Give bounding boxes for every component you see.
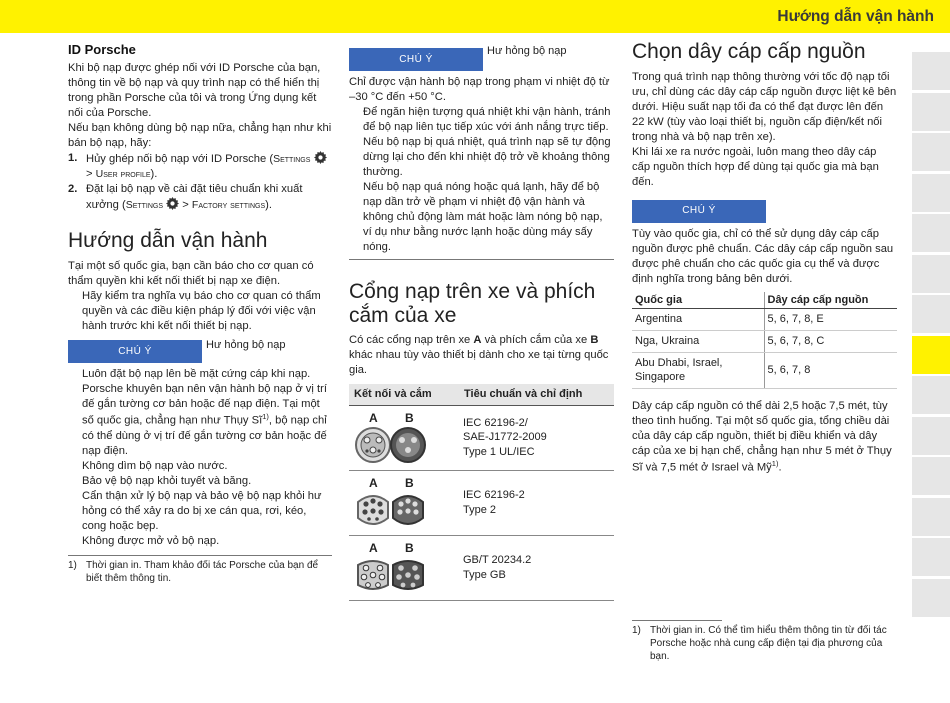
- footnote-text: Thời gian in. Có thể tìm hiểu thêm thông tin từ đối tác Porsche hoặc nhà cung cấp điện tại địa phương của bạn.: [650, 625, 887, 663]
- table-row: [632, 330, 897, 352]
- port-label: A: [369, 540, 378, 555]
- type2-connector-icon: [353, 488, 428, 532]
- note-item: Không dìm bộ nạp vào nước.: [82, 459, 228, 472]
- connector-image-type1: [349, 405, 459, 470]
- chapter-tab[interactable]: [912, 255, 950, 293]
- note-badge: CHÚ Ý: [68, 340, 202, 363]
- country-cell: Nga, Ukraina: [632, 330, 764, 352]
- note-item: Luôn đặt bộ nạp lên bề mặt cứng cáp khi nạp.: [82, 367, 311, 380]
- footnote-number: 1): [68, 559, 77, 571]
- divider: [349, 259, 614, 260]
- table-row: [349, 470, 614, 535]
- step-item: [68, 151, 332, 182]
- paragraph: Khi lái xe ra nước ngoài, luôn mang theo dây cáp cấp nguồn thích hợp để dùng tại quốc gia mà bạn đến.: [632, 145, 879, 188]
- menu-settings: Settings: [125, 199, 164, 212]
- step-text-pre: Hủy ghép nối bộ nạp với ID Porsche (: [86, 153, 274, 166]
- column-middle: [349, 40, 614, 601]
- header-title: Hướng dẫn vận hành: [777, 8, 934, 25]
- section-heading-operation: Hướng dẫn vận hành: [68, 229, 268, 253]
- note-title: Hư hỏng bộ nạp: [487, 45, 567, 57]
- footnote: [632, 624, 897, 664]
- chapter-tab[interactable]: [912, 498, 950, 536]
- chapter-tab[interactable]: [912, 214, 950, 252]
- chapter-tab[interactable]: [912, 538, 950, 576]
- note-badge: CHÚ Ý: [632, 200, 766, 223]
- connector-standard: GB/T 20234.2 Type GB: [459, 535, 614, 600]
- table-row: [632, 309, 897, 331]
- note-block: [349, 45, 614, 71]
- chapter-tab[interactable]: [912, 93, 950, 131]
- footnote: [68, 559, 332, 585]
- paragraph: Nếu bạn không dùng bộ nạp nữa, chẳng hạn như khi bán bộ nạp, hãy:: [68, 122, 332, 150]
- footnote-text: Thời gian in. Tham khảo đối tác Porsche của bạn để biết thêm thông tin.: [86, 559, 319, 584]
- id-porsche-heading: ID Porsche: [68, 42, 136, 57]
- note-block: [68, 340, 332, 363]
- chapter-tab[interactable]: [912, 52, 950, 90]
- step-number: 2.: [68, 183, 78, 196]
- country-cell: Abu Dhabi, Israel, Singapore: [632, 352, 764, 388]
- cable-cell: 5, 6, 7, 8, E: [764, 309, 897, 331]
- connector-image-type2: [349, 470, 459, 535]
- paragraph: [632, 399, 897, 476]
- paragraph: Chỉ được vận hành bộ nạp trong phạm vi nhiệt độ từ –30 °C đến +50 °C.: [349, 76, 610, 103]
- section-heading-ports: Cổng nạp trên xe và phích cắm của xe: [349, 280, 596, 327]
- step-text: Hủy ghép nối bộ nạp với ID Porsche (Settings > User profile).: [86, 151, 332, 182]
- step-number: 1.: [68, 152, 78, 165]
- menu-user-profile: User profile: [95, 168, 151, 181]
- step-item: [68, 182, 332, 213]
- connector-image-gb: [349, 535, 459, 600]
- table-row: [632, 352, 897, 388]
- plug-label: B: [405, 540, 414, 555]
- note-title: Hư hỏng bộ nạp: [206, 338, 286, 351]
- header-bar: [0, 0, 950, 33]
- note-item: Để ngăn hiện tượng quá nhiệt khi vận hành, tránh để bộ nạp liên tục tiếp xúc với ánh nắng trực tiếp. Nếu bộ nạp bị quá nhiệt, quá trình nạp sẽ tự động dừng lại cho đến khi nhiệt độ trở về khoảng thông thường.: [363, 106, 611, 178]
- table-row: [349, 405, 614, 470]
- note-item: Nếu bộ nạp quá nóng hoặc quá lạnh, hãy để bộ nạp dần trở về phạm vi nhiệt độ vận hành và không chủ động làm mát hoặc làm nóng bộ nạp, ví dụ như bằng nước lạnh hoặc dùng máy sấy nóng.: [363, 181, 603, 253]
- paragraph-text: .: [778, 461, 782, 474]
- gear-icon: [314, 151, 327, 164]
- gb-connector-icon: [353, 553, 428, 597]
- menu-factory-settings: Factory settings: [191, 199, 266, 212]
- paragraph: Tùy vào quốc gia, chỉ có thể sử dụng dây cáp cấp nguồn được phê chuẩn. Các dây cáp cấp nguồn sau được phê chuẩn cho các quốc gia cụ thể và được định nghĩa trong bảng bên dưới.: [632, 227, 894, 285]
- note-item: Bảo vệ bộ nạp khỏi tuyết và băng.: [82, 474, 252, 487]
- section-heading-cable: Chọn dây cáp cấp nguồn: [632, 40, 866, 63]
- connector-standard: IEC 62196-2/ SAE-J1772-2009 Type 1 UL/IEC: [459, 405, 614, 470]
- paragraph: Khi bộ nạp được ghép nối với ID Porsche của bạn, thông tin về bộ nạp và quy trình nạp có thể hiển thị trong phần Porsche của tôi và trong Ứng dụng kết nối của Porsche.: [68, 62, 321, 120]
- label-a: A: [473, 334, 482, 347]
- table-header: Quốc gia: [632, 292, 764, 309]
- note-item: Không được mở vỏ bộ nạp.: [82, 534, 220, 547]
- note-text: , bộ nạp chỉ có thể dùng ở vị trí đế gắn tường cơ bản hoặc đế nạp điện.: [82, 414, 327, 457]
- chapter-tab[interactable]: [912, 457, 950, 495]
- cable-cell: 5, 6, 7, 8, C: [764, 330, 897, 352]
- table-header: Kết nối và cắm: [349, 384, 459, 405]
- port-label: A: [369, 475, 378, 490]
- paragraph: [349, 333, 614, 378]
- chapter-tab-active[interactable]: [912, 336, 950, 374]
- menu-settings: Settings: [273, 153, 311, 166]
- paragraph-text: Dây cáp cấp nguồn có thể dài 2,5 hoặc 7,5 mét, tùy theo tình huống. Tại một số quốc gia, tổng chiều dài của dây cáp cấp nguồn, thiết bị điều khiển và dây cáp của xe bị hạn chế, chẳng hạn như 5 mét ở Thụy Sĩ và 7,5 mét ở Israel và Mỹ: [632, 400, 892, 474]
- note-item: [68, 382, 332, 459]
- footnote-number: 1): [632, 625, 641, 636]
- chapter-tab[interactable]: [912, 133, 950, 171]
- note-text: Porsche khuyên bạn nên vận hành bộ nạp ở vị trí đế gắn tường cơ bản hoặc đế nạp điện. Tại một số quốc gia, chẳng hạn như Thụy Sĩ: [82, 382, 327, 427]
- type1-connector-icon: [353, 423, 428, 467]
- connector-standard: IEC 62196-2 Type 2: [459, 470, 614, 535]
- label-b: B: [590, 334, 599, 347]
- chapter-tabs: [912, 52, 950, 619]
- country-cell: Argentina: [632, 309, 764, 331]
- connector-table: [349, 384, 614, 601]
- plug-label: B: [405, 475, 414, 490]
- footnote-area: [632, 620, 897, 664]
- intro-text: khác nhau tùy vào thiết bị dành cho xe tại từng quốc gia.: [349, 349, 609, 377]
- note-badge: CHÚ Ý: [349, 48, 483, 71]
- column-left: [68, 40, 332, 585]
- note-block: [632, 200, 897, 223]
- port-label: A: [369, 410, 378, 425]
- chapter-tab[interactable]: [912, 295, 950, 333]
- column-right: [632, 40, 897, 663]
- paragraph: Trong quá trình nạp thông thường với tốc độ nạp tối ưu, chỉ dùng các dây cáp cấp nguồn được liệt kê bên dưới. Hiệu suất nạp tối đa có thể đạt được lên đến 22 kW (tùy vào loại thiết bị, nguồn cấp điện/kết nối trong nhà và bộ nạp trên xe).: [632, 70, 897, 143]
- step-text-pre: Đặt lại bộ nạp về cài đặt tiêu chuẩn khi xuất xưởng (: [86, 183, 303, 212]
- paragraph: Hãy kiểm tra nghĩa vụ báo cho cơ quan có thẩm quyền và các điều kiện pháp lý đối với việc vận hành trước khi kết nối thiết bị nạp.: [82, 289, 321, 332]
- table-header: Dây cáp cấp nguồn: [764, 292, 897, 309]
- gear-icon: [166, 197, 179, 210]
- chapter-tab[interactable]: [912, 174, 950, 212]
- note-item: Cẩn thận xử lý bộ nạp và bảo vệ bộ nạp khỏi hư hỏng có thể xảy ra do bị xe cán qua, rơi, kéo, cong hoặc bẹp.: [82, 489, 322, 532]
- table-row: [349, 535, 614, 600]
- paragraph: Tại một số quốc gia, bạn cần báo cho cơ quan có thẩm quyền khi kết nối thiết bị nạp xe điện.: [68, 259, 314, 287]
- chapter-tab[interactable]: [912, 376, 950, 414]
- chapter-tab[interactable]: [912, 579, 950, 617]
- cable-cell: 5, 6, 7, 8: [764, 352, 897, 388]
- chapter-tab[interactable]: [912, 417, 950, 455]
- intro-text: Có các cổng nạp trên xe: [349, 334, 474, 347]
- footnote-ref: 1): [262, 411, 269, 421]
- country-cable-table: [632, 292, 897, 390]
- step-text-post: ).: [265, 199, 273, 212]
- step-text-post: ).: [150, 168, 158, 181]
- step-text: Đặt lại bộ nạp về cài đặt tiêu chuẩn khi xuất xưởng (Settings > Factory settings).: [86, 183, 303, 212]
- footnote-ref: 1): [771, 459, 779, 469]
- intro-text: và phích cắm của xe: [481, 334, 591, 347]
- table-header: Tiêu chuẩn và chỉ định: [459, 384, 614, 405]
- plug-label: B: [405, 410, 414, 425]
